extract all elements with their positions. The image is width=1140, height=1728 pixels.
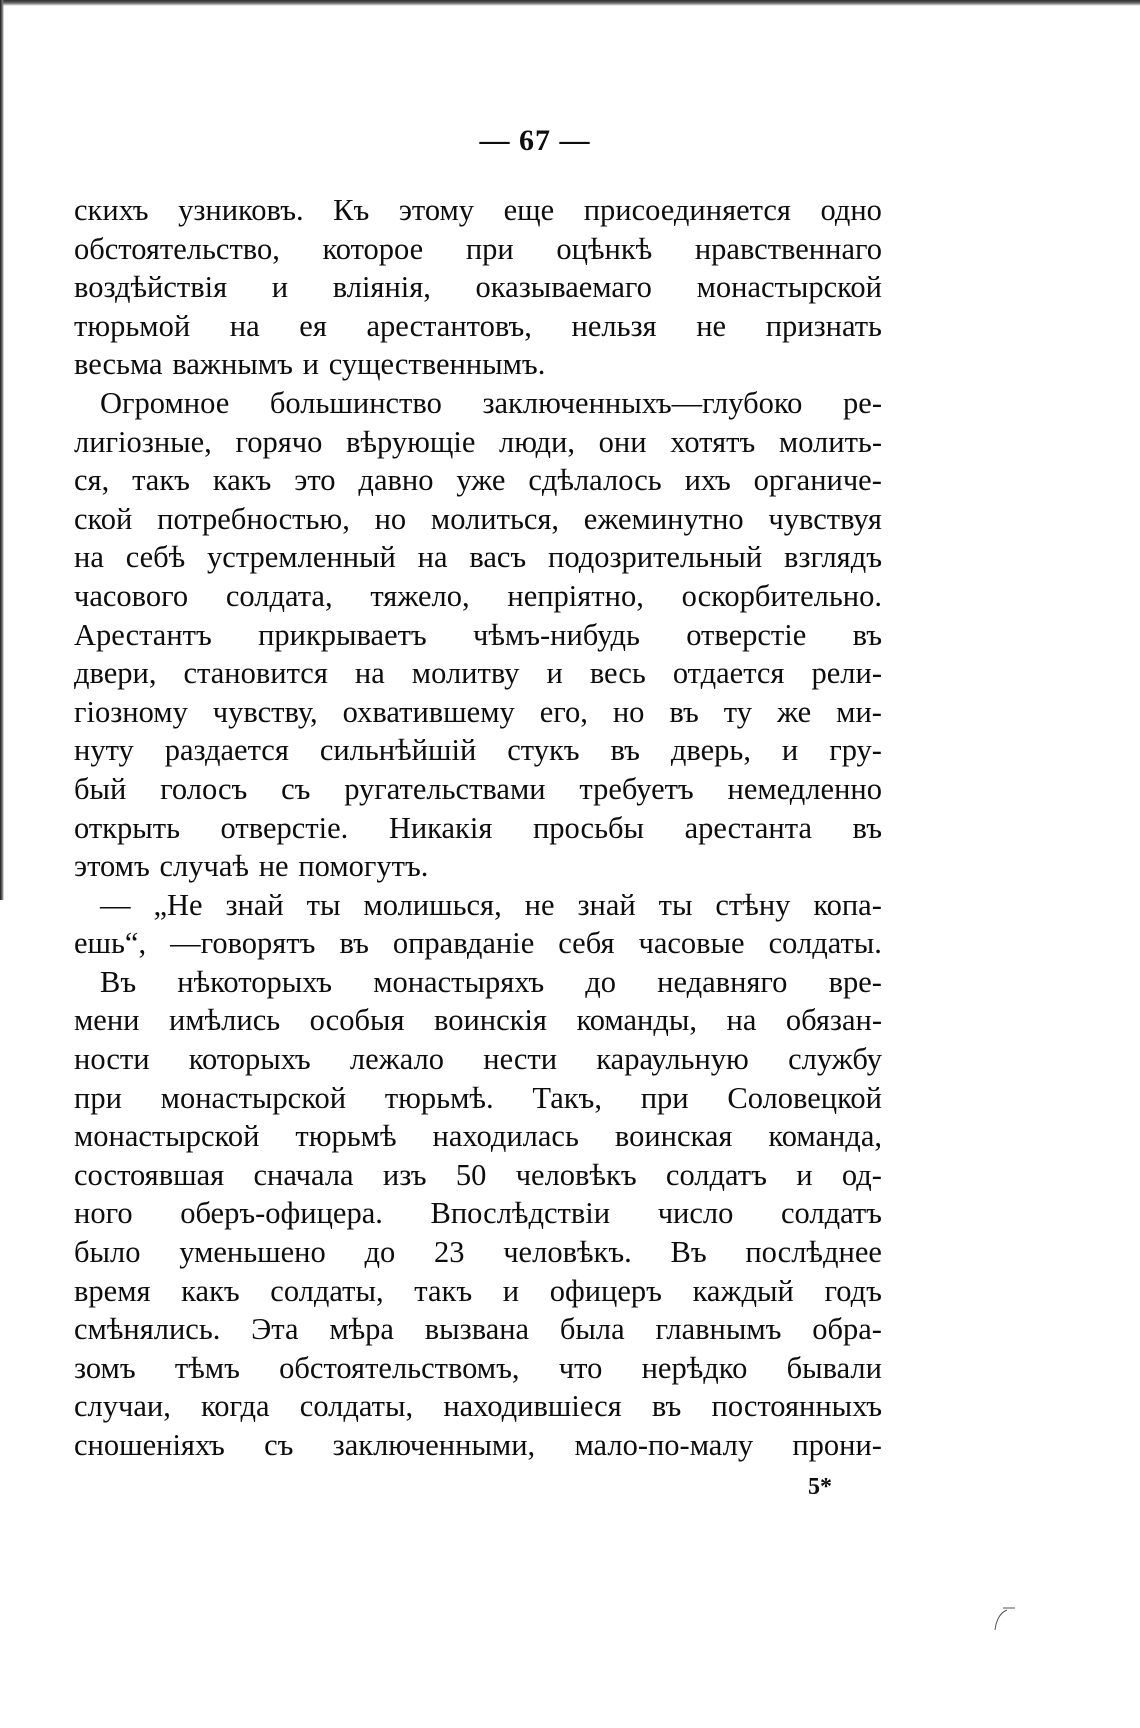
word: они [598,424,647,459]
text-line [74,616,882,655]
word: съ [281,771,311,806]
word: мѣра [329,1312,394,1347]
body-text [74,191,882,1465]
word: но [612,694,645,729]
word: — [100,887,131,922]
word: молиться, [430,501,560,536]
text-line [74,461,882,500]
text-line [74,230,882,269]
word: арестантовъ, [366,308,532,343]
word: въ [852,810,882,845]
word: признать [765,308,882,343]
word: тюрьмѣ [295,1119,397,1154]
word: офицеръ [549,1273,662,1308]
word: главнымъ [655,1312,782,1347]
word: въ [852,617,882,652]
word: находившіеся [443,1389,622,1424]
word: солдатъ [780,1196,882,1231]
word: сдѣлалось [528,463,662,498]
word: ругательствами [344,771,546,806]
text-line [74,384,882,423]
word: од- [841,1157,882,1192]
word: себѣ [125,540,186,575]
word: 23 [433,1235,465,1270]
word: лежало [349,1042,445,1077]
word: сильнѣйшій [319,733,477,768]
word: одно [820,193,882,227]
word: дверь, [670,733,751,768]
word: лигіозные, [74,424,212,459]
word: нести [483,1042,558,1077]
word: послѣднее [745,1235,882,1270]
word: —говорятъ [170,926,316,961]
word: что [558,1350,603,1385]
word: чувствуя [768,501,882,536]
pencil-mark-icon [985,1600,1025,1640]
word: не [258,849,289,884]
word: этому [398,193,475,227]
word: это [294,463,336,498]
text-line [74,731,882,770]
text-line [74,538,882,577]
word: нѣкоторыхъ [177,964,333,999]
word: Никакія [388,810,493,845]
word: гіозному [74,694,188,729]
word: молишься, [363,887,502,922]
scan-top-edge [0,0,1140,6]
word: прикрываетъ [258,617,427,652]
word: знай [225,887,284,922]
page-number: — 67 — [479,124,591,157]
text-line [74,963,882,1002]
word: солдата, [225,578,333,613]
word: ты [658,887,693,922]
word: весьма [74,347,163,382]
word: тѣмъ [174,1350,240,1385]
word: стукъ [507,733,580,768]
word: его, [539,694,588,729]
text-line [74,500,882,539]
word: которыхъ [188,1042,311,1077]
word: и [502,1273,520,1308]
printer-signature: 5* [808,1474,832,1500]
word: и [796,1157,813,1192]
word: чѣмъ-нибудь [473,617,640,652]
word: было [74,1235,141,1270]
word: была [559,1312,625,1347]
text-line [74,307,882,346]
word: въ [669,694,699,729]
word: бывали [786,1350,882,1385]
word: тюрьмѣ. [384,1080,494,1115]
word: люди, [499,424,575,459]
word: важнымъ [172,347,293,382]
word: время [74,1273,151,1308]
word: ре- [843,385,882,420]
word: ного [74,1196,133,1231]
word: при [640,1080,689,1115]
word: открыть [74,810,180,845]
word: имѣлись [168,1003,281,1038]
word: сношеніяхъ [74,1428,225,1462]
word: ся, [74,463,110,498]
word: заключенныхъ—глубоко [482,385,803,420]
word: присоединяется [583,193,791,227]
word: зомъ [74,1350,136,1385]
word: Впослѣдствіи [430,1196,611,1231]
word: съ [264,1428,294,1462]
word: до [364,1235,396,1270]
word: еще [503,193,555,227]
word: и [302,347,319,382]
text-line [74,1233,882,1272]
word: человѣкъ. [503,1235,632,1270]
word: число [657,1196,734,1231]
word: тюрьмой [74,308,191,343]
text-line [74,847,882,886]
word: солдаты. [768,926,882,961]
word: на [417,540,448,575]
word: нуту [74,733,134,768]
word: какъ [181,1273,240,1308]
word: солдаты, [299,1389,414,1424]
word: копа- [813,887,882,922]
word: Къ [333,193,370,227]
word: давно [358,463,434,498]
word: отдается [672,656,785,691]
word: большинство [269,385,442,420]
word: Соловецкой [727,1080,882,1115]
word: воздѣйствія [74,270,228,305]
word: ту [723,694,752,729]
word: оберъ-офицера. [180,1196,383,1231]
word: солдатъ [665,1157,767,1192]
word: нерѣдко [641,1350,748,1385]
word: на [229,308,260,343]
word: каждый [692,1273,794,1308]
text-line [74,1426,882,1465]
text-line [74,191,882,230]
word: изъ [382,1157,427,1192]
word: на [74,540,104,575]
word: Эта [251,1312,299,1347]
word: скихъ [74,193,149,227]
word: охватившему [342,694,515,729]
word: обязан- [785,1003,882,1038]
word: службу [788,1042,882,1077]
word: прони- [792,1428,882,1462]
word: обстоятельствомъ, [279,1350,520,1385]
word: вре- [828,964,882,999]
text-line [74,1001,882,1040]
word: состоявшая [74,1157,225,1192]
word: нельзя [571,308,657,343]
word: стѣну [715,887,791,922]
word: молить- [778,424,882,459]
text-line [74,1079,882,1118]
word: уменьшено [179,1235,326,1270]
text-line [74,345,882,384]
word: оцѣнкѣ [556,231,653,266]
word: монастырской [74,1119,260,1154]
word: уже [456,463,506,498]
word: „Не [153,887,203,922]
word: постоянныхъ [711,1389,882,1424]
word: ежеминутно [583,501,744,536]
word: арестанта [684,810,812,845]
word: смѣнялись. [74,1312,221,1347]
word: бый [74,771,127,806]
text-line [74,1272,882,1311]
word: и [271,270,289,305]
word: себя [558,926,615,961]
word: когда [201,1389,270,1424]
word: хотятъ [670,424,756,459]
word: существеннымъ. [328,347,546,382]
word: же [776,694,812,729]
word: органиче- [753,463,882,498]
word: мало-по-малу [574,1428,754,1462]
word: случаи, [74,1389,171,1424]
word: команды, [576,1003,697,1038]
word: чувству, [212,694,318,729]
word: недавняго [657,964,788,999]
word: раздается [164,733,289,768]
word: особыя [309,1003,405,1038]
word: случаѣ [159,849,249,884]
text-line [74,924,882,963]
word: Такъ, [532,1080,602,1115]
text-line [74,423,882,462]
word: на [726,1003,757,1038]
word: заключенными, [332,1428,536,1462]
word: непріятно, [507,578,644,613]
word: монастырской [696,270,882,305]
word: до [585,964,617,999]
word: гру- [829,733,882,768]
word: воинскія [434,1003,547,1038]
word: отверстіе [686,617,807,652]
word: вѣрующіе [346,424,476,459]
word: потребностью, [157,501,350,536]
word: Огромное [100,385,230,420]
word: человѣкъ [515,1157,637,1192]
word: сначала [253,1157,354,1192]
word: немедленно [727,771,882,806]
text-line [74,886,882,925]
word: оправданіе [392,926,535,961]
word: горячо [235,424,323,459]
word: на [354,656,385,691]
text-line [74,654,882,693]
word: обстоятельство, [74,231,280,266]
word: молитву [411,656,520,691]
word: и [781,733,799,768]
word: нравственнаго [694,231,882,266]
word: Въ [100,964,137,999]
text-line [74,1156,882,1195]
word: оказываемаго [475,270,652,305]
word: караульную [596,1042,749,1077]
word: знай [577,887,636,922]
word: оскорбительно. [681,578,882,613]
word: помогутъ. [298,849,429,884]
word: монастыряхъ [373,964,545,999]
text-line [74,1040,882,1079]
word: въ [610,733,640,768]
text-line [74,1310,882,1349]
word: вліянія, [332,270,431,305]
word: двери, [74,656,157,691]
word: голосъ [160,771,248,806]
word: мени [74,1003,140,1038]
word: ми- [836,694,882,729]
word: Въ [670,1235,707,1270]
word: при [74,1080,122,1115]
word: воинская [614,1119,733,1154]
word: такъ [414,1273,473,1308]
text-line [74,693,882,732]
word: солдаты, [270,1273,384,1308]
word: тяжело, [370,578,470,613]
word: такъ [132,463,190,498]
text-line [74,770,882,809]
word: отверстіе. [220,810,349,845]
word: узниковъ. [178,193,304,227]
text-line [74,1387,882,1426]
word: монастырской [160,1080,347,1115]
word: не [524,887,555,922]
word: васъ [469,540,527,575]
word: требуетъ [579,771,694,806]
word: но [374,501,407,536]
word: ея [299,308,327,343]
word: этомъ [74,849,150,884]
word: которое [322,231,424,266]
text-line [74,1194,882,1233]
word: не [696,308,727,343]
word: Арестантъ [74,617,212,652]
text-line [74,268,882,307]
word: ешь“, [74,926,147,961]
text-line [74,1117,882,1156]
text-line [74,577,882,616]
word: обра- [812,1312,882,1347]
word: ихъ [684,463,731,498]
word: рели- [811,656,882,691]
word: ской [74,501,133,536]
word: ности [74,1042,150,1077]
word: въ [651,1389,682,1424]
word: ты [306,887,341,922]
text-line [74,809,882,848]
word: становится [183,656,328,691]
word: какъ [212,463,272,498]
word: устремленный [207,540,396,575]
word: весь [589,656,646,691]
word: находилась [432,1119,579,1154]
word: часового [74,578,189,613]
text-line [74,1349,882,1388]
word: при [465,231,514,266]
word: вызвана [424,1312,530,1347]
word: команда, [768,1119,882,1154]
word: взглядъ [784,540,882,575]
word: 50 [455,1157,487,1192]
word: и [546,656,563,691]
word: въ [339,926,369,961]
word: просьбы [532,810,644,845]
word: подозрительный [548,540,763,575]
word: часовые [638,926,745,961]
word: годъ [824,1273,882,1308]
